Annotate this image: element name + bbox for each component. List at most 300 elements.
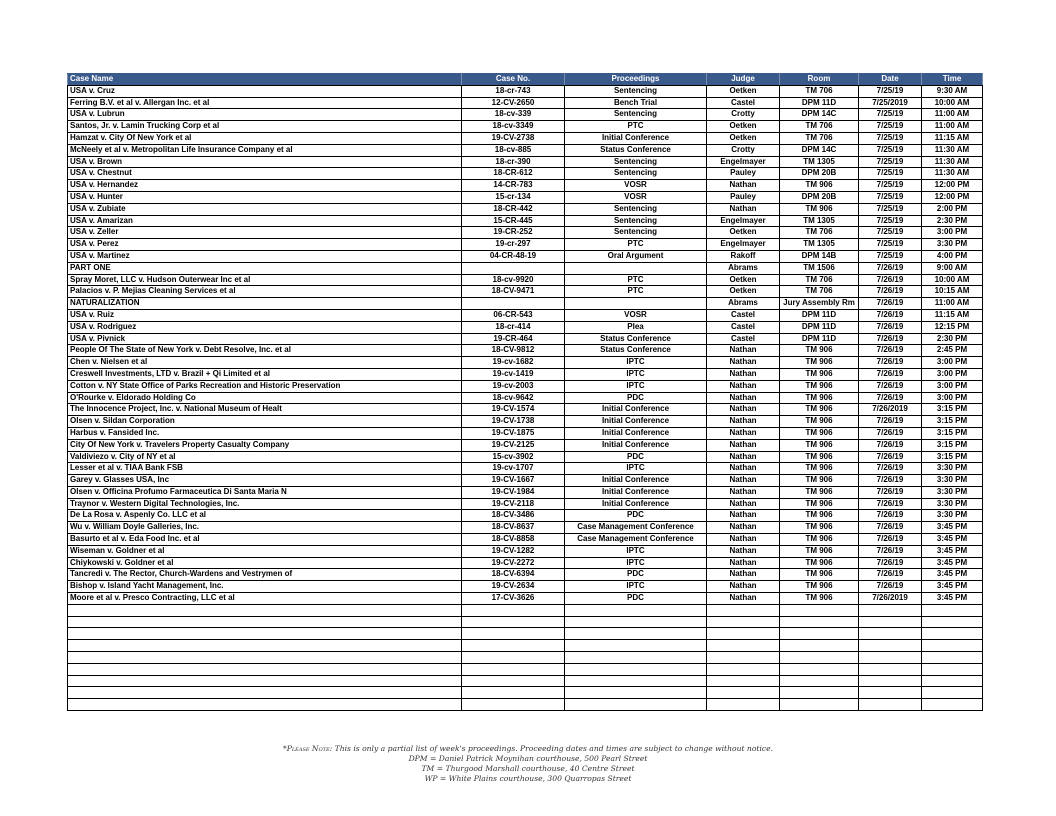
cell-time: 9:00 AM [922,262,983,274]
cell-proceedings: Initial Conference [565,475,707,487]
blank-cell [68,675,462,687]
cell-case-no [462,298,565,310]
blank-cell [68,687,462,699]
cell-date: 7/26/19 [859,545,922,557]
cell-case-name: The Innocence Project, Inc. v. National Museum of Healt [68,404,462,416]
cell-time: 3:45 PM [922,534,983,546]
blank-cell [462,616,565,628]
cell-case-no: 19-cv-1419 [462,368,565,380]
cell-date: 7/25/19 [859,121,922,133]
cell-date: 7/26/19 [859,451,922,463]
blank-cell [565,652,707,664]
cell-case-no: 14-CR-783 [462,180,565,192]
cell-case-name: Bishop v. Island Yacht Management, Inc. [68,581,462,593]
cell-time: 11:30 AM [922,168,983,180]
cell-room: TM 906 [780,463,859,475]
cell-room: TM 906 [780,404,859,416]
cell-date: 7/25/19 [859,191,922,203]
cell-room: TM 906 [780,534,859,546]
cell-case-name: Palacios v. P. Mejias Cleaning Services et al [68,286,462,298]
blank-cell [462,640,565,652]
cell-judge: Oetken [707,132,780,144]
cell-time: 3:15 PM [922,404,983,416]
cell-room: TM 906 [780,545,859,557]
table-row [68,250,983,262]
cell-case-no: 15-cr-134 [462,191,565,203]
blank-cell [462,699,565,711]
cell-case-no: 18-cr-414 [462,321,565,333]
cell-case-name: USA v. Amarizan [68,215,462,227]
blank-row [68,616,983,628]
cell-room: DPM 11D [780,97,859,109]
cell-time: 11:15 AM [922,132,983,144]
cell-case-no: 19-CR-252 [462,227,565,239]
blank-cell [707,652,780,664]
cell-case-name: Basurto et al v. Eda Food Inc. et al [68,534,462,546]
table-row [68,333,983,345]
cell-proceedings: VOSR [565,309,707,321]
blank-row [68,699,983,711]
cell-time: 3:30 PM [922,463,983,475]
cell-proceedings: Sentencing [565,168,707,180]
footnote-note [0,744,1056,754]
cell-judge: Nathan [707,392,780,404]
cell-proceedings: Sentencing [565,203,707,215]
cell-case-no: 18-cv-339 [462,109,565,121]
table-row [68,569,983,581]
header-case-no: Case No. [462,74,565,86]
cell-proceedings: Initial Conference [565,416,707,428]
cell-date: 7/26/19 [859,498,922,510]
cell-case-name: USA v. Ruiz [68,309,462,321]
cell-room: TM 906 [780,345,859,357]
cell-case-name: USA v. Pivnick [68,333,462,345]
table-row [68,534,983,546]
cell-proceedings: Sentencing [565,85,707,97]
cell-time: 2:30 PM [922,333,983,345]
table-row [68,180,983,192]
cell-room: TM 706 [780,227,859,239]
cell-case-name: Santos, Jr. v. Lamin Trucking Corp et al [68,121,462,133]
cell-date: 7/26/19 [859,309,922,321]
table-row [68,156,983,168]
cell-proceedings: Status Conference [565,345,707,357]
cell-time: 3:15 PM [922,451,983,463]
cell-case-name: Creswell Investments, LTD v. Brazil + Qi Limited et al [68,368,462,380]
table-row [68,85,983,97]
table-row [68,463,983,475]
blank-cell [68,628,462,640]
blank-row [68,604,983,616]
blank-cell [859,628,922,640]
cell-case-no: 18-CR-442 [462,203,565,215]
cell-time: 12:00 PM [922,180,983,192]
cell-case-no: 18-CV-8637 [462,522,565,534]
cell-room: TM 906 [780,357,859,369]
cell-date: 7/26/19 [859,345,922,357]
blank-cell [780,699,859,711]
cell-judge: Nathan [707,451,780,463]
cell-room: TM 906 [780,427,859,439]
table-row [68,475,983,487]
cell-room: TM 906 [780,416,859,428]
cell-room: TM 906 [780,380,859,392]
cell-case-no: 19-CV-1282 [462,545,565,557]
header-row [68,74,983,86]
table-row [68,510,983,522]
cell-proceedings: Initial Conference [565,427,707,439]
blank-cell [922,628,983,640]
cell-case-no: 19-CV-2272 [462,557,565,569]
footnote-note-label: *Please Note: [282,744,333,753]
table-row [68,404,983,416]
footnote [0,744,1056,784]
cell-room: DPM 14B [780,250,859,262]
cell-room: DPM 20B [780,168,859,180]
cell-time: 4:00 PM [922,250,983,262]
cell-room: TM 906 [780,593,859,605]
cell-proceedings: PTC [565,239,707,251]
cell-case-no: 18-CV-9471 [462,286,565,298]
table-row [68,522,983,534]
cell-time: 3:45 PM [922,522,983,534]
blank-cell [859,687,922,699]
table-row [68,132,983,144]
cell-case-no [462,262,565,274]
cell-proceedings: Plea [565,321,707,333]
cell-case-name: USA v. Rodriguez [68,321,462,333]
cell-proceedings: Bench Trial [565,97,707,109]
blank-cell [922,675,983,687]
cell-case-name: USA v. Martinez [68,250,462,262]
cell-judge: Nathan [707,357,780,369]
header-time: Time [922,74,983,86]
cell-room: TM 906 [780,392,859,404]
cell-proceedings: Sentencing [565,227,707,239]
header-case-name: Case Name [68,74,462,86]
cell-room: TM 906 [780,180,859,192]
table-row [68,427,983,439]
blank-cell [462,675,565,687]
cell-proceedings: PTC [565,286,707,298]
cell-date: 7/26/19 [859,557,922,569]
cell-case-no: 17-CV-3626 [462,593,565,605]
blank-cell [68,699,462,711]
blank-cell [922,616,983,628]
cell-case-no: 19-CV-2118 [462,498,565,510]
cell-case-no: 18-cr-390 [462,156,565,168]
table-row [68,121,983,133]
cell-case-name: Traynor v. Western Digital Technologies, Inc. [68,498,462,510]
cell-case-name: USA v. Hunter [68,191,462,203]
cell-case-name: NATURALIZATION [68,298,462,310]
blank-cell [707,628,780,640]
cell-room: Jury Assembly Rm [780,298,859,310]
table-row [68,286,983,298]
cell-case-name: USA v. Lubrun [68,109,462,121]
cell-judge: Nathan [707,427,780,439]
cell-room: TM 706 [780,274,859,286]
cell-time: 3:45 PM [922,581,983,593]
blank-cell [707,616,780,628]
cell-time: 3:15 PM [922,416,983,428]
blank-cell [859,675,922,687]
cell-time: 11:00 AM [922,121,983,133]
cell-date: 7/26/19 [859,357,922,369]
cell-date: 7/25/19 [859,250,922,262]
blank-cell [780,628,859,640]
table-row [68,498,983,510]
blank-cell [462,652,565,664]
blank-cell [68,616,462,628]
blank-cell [780,652,859,664]
table-row [68,109,983,121]
blank-row [68,628,983,640]
cell-case-name: Moore et al v. Presco Contracting, LLC et al [68,593,462,605]
cell-date: 7/26/19 [859,321,922,333]
cell-room: TM 906 [780,510,859,522]
cell-judge: Crotty [707,144,780,156]
cell-proceedings: PTC [565,121,707,133]
cell-time: 3:30 PM [922,510,983,522]
blank-row [68,687,983,699]
cell-date: 7/26/19 [859,486,922,498]
cell-date: 7/26/19 [859,581,922,593]
table-row [68,97,983,109]
cell-case-name: Garey v. Glasses USA, Inc [68,475,462,487]
cell-case-no: 18-CR-612 [462,168,565,180]
cell-judge: Engelmayer [707,239,780,251]
cell-room: TM 906 [780,498,859,510]
cell-proceedings: Sentencing [565,215,707,227]
footnote-tm: TM = Thurgood Marshall courthouse, 40 Centre Street [421,764,635,773]
cell-room: TM 906 [780,569,859,581]
cell-case-no: 12-CV-2650 [462,97,565,109]
cell-time: 11:00 AM [922,109,983,121]
blank-cell [859,663,922,675]
cell-proceedings: PDC [565,569,707,581]
cell-proceedings [565,298,707,310]
cell-proceedings: VOSR [565,191,707,203]
cell-case-name: Cotton v. NY State Office of Parks Recreation and Historic Preservation [68,380,462,392]
cell-proceedings: IPTC [565,368,707,380]
blank-cell [707,687,780,699]
cell-time: 3:45 PM [922,545,983,557]
cell-case-name: Olsen v. Officina Profumo Farmaceutica Di Santa Maria N [68,486,462,498]
table-row [68,486,983,498]
table-row [68,416,983,428]
cell-time: 2:30 PM [922,215,983,227]
cell-time: 3:45 PM [922,569,983,581]
blank-cell [565,604,707,616]
cell-time: 12:00 PM [922,191,983,203]
blank-cell [707,663,780,675]
cell-time: 3:00 PM [922,368,983,380]
cell-case-no: 18-CV-8858 [462,534,565,546]
cell-room: TM 706 [780,121,859,133]
cell-case-no: 18-cv-3349 [462,121,565,133]
cell-date: 7/25/19 [859,239,922,251]
cell-proceedings: Case Management Conference [565,522,707,534]
cell-judge: Nathan [707,557,780,569]
cell-time: 11:00 AM [922,298,983,310]
cell-case-no: 19-cv-1707 [462,463,565,475]
cell-proceedings: IPTC [565,380,707,392]
cell-case-name: Olsen v. Sildan Corporation [68,416,462,428]
blank-cell [68,663,462,675]
cell-date: 7/26/19 [859,416,922,428]
cell-proceedings: Oral Argument [565,250,707,262]
cell-judge: Nathan [707,593,780,605]
header-date: Date [859,74,922,86]
blank-cell [565,687,707,699]
cell-date: 7/26/19 [859,439,922,451]
blank-cell [859,699,922,711]
blank-cell [68,604,462,616]
cell-date: 7/25/19 [859,132,922,144]
blank-row [68,640,983,652]
cell-proceedings: PDC [565,451,707,463]
cell-judge: Oetken [707,121,780,133]
blank-cell [68,640,462,652]
blank-cell [462,663,565,675]
cell-case-no: 15-cv-3902 [462,451,565,463]
cell-time: 2:00 PM [922,203,983,215]
blank-cell [922,699,983,711]
cell-time: 10:00 AM [922,274,983,286]
footnote-wp: WP = White Plains courthouse, 300 Quarropas Street [424,774,632,783]
cell-case-no: 19-CV-1667 [462,475,565,487]
cell-proceedings: Sentencing [565,156,707,168]
blank-cell [462,604,565,616]
schedule-table [67,73,983,711]
cell-date: 7/26/19 [859,534,922,546]
cell-case-name: Chen v. Nielsen et al [68,357,462,369]
blank-cell [462,687,565,699]
table-row [68,357,983,369]
cell-proceedings: IPTC [565,463,707,475]
cell-time: 12:15 PM [922,321,983,333]
cell-case-no: 04-CR-48-19 [462,250,565,262]
cell-case-no: 19-CV-1738 [462,416,565,428]
table-row [68,451,983,463]
cell-case-no: 19-cv-2003 [462,380,565,392]
cell-date: 7/26/19 [859,392,922,404]
blank-row [68,675,983,687]
cell-case-no: 06-CR-543 [462,309,565,321]
cell-room: TM 706 [780,286,859,298]
cell-judge: Oetken [707,85,780,97]
cell-judge: Nathan [707,203,780,215]
cell-proceedings: VOSR [565,180,707,192]
footnote-note-text: This is only a partial list of week's proceedings. Proceeding dates and times are subject to change without notice. [332,744,774,753]
cell-judge: Rakoff [707,250,780,262]
cell-case-name: Hamzat v. City Of New York et al [68,132,462,144]
cell-case-name: USA v. Brown [68,156,462,168]
table-row [68,392,983,404]
cell-judge: Nathan [707,581,780,593]
cell-date: 7/25/19 [859,203,922,215]
cell-date: 7/25/2019 [859,97,922,109]
cell-judge: Nathan [707,486,780,498]
cell-case-name: Wu v. William Doyle Galleries, Inc. [68,522,462,534]
cell-date: 7/26/19 [859,333,922,345]
blank-cell [922,640,983,652]
cell-date: 7/25/19 [859,215,922,227]
cell-case-no: 19-CV-1574 [462,404,565,416]
cell-proceedings: IPTC [565,357,707,369]
cell-case-no: 18-cr-743 [462,85,565,97]
cell-case-name: Chiykowski v. Goldner et al [68,557,462,569]
cell-proceedings: IPTC [565,581,707,593]
cell-case-no: 18-cv-9642 [462,392,565,404]
cell-judge: Abrams [707,298,780,310]
cell-date: 7/26/19 [859,463,922,475]
cell-case-name: USA v. Chestnut [68,168,462,180]
cell-proceedings: Initial Conference [565,486,707,498]
cell-room: TM 906 [780,557,859,569]
blank-cell [565,640,707,652]
cell-time: 10:15 AM [922,286,983,298]
cell-judge: Castel [707,309,780,321]
cell-judge: Nathan [707,345,780,357]
cell-case-no: 18-cv-885 [462,144,565,156]
cell-judge: Nathan [707,416,780,428]
cell-proceedings: PDC [565,593,707,605]
cell-room: TM 906 [780,203,859,215]
cell-time: 2:45 PM [922,345,983,357]
cell-time: 11:15 AM [922,309,983,321]
cell-room: TM 1305 [780,156,859,168]
cell-judge: Oetken [707,286,780,298]
table-row [68,144,983,156]
cell-case-name: Harbus v. Fansided Inc. [68,427,462,439]
cell-room: TM 906 [780,486,859,498]
cell-proceedings: Initial Conference [565,439,707,451]
cell-case-name: USA v. Zeller [68,227,462,239]
blank-cell [859,616,922,628]
cell-case-no: 18-CV-3486 [462,510,565,522]
cell-time: 3:00 PM [922,227,983,239]
blank-cell [68,652,462,664]
table-row [68,203,983,215]
cell-date: 7/25/19 [859,109,922,121]
cell-case-no: 19-cv-1682 [462,357,565,369]
cell-time: 10:00 AM [922,97,983,109]
cell-date: 7/25/19 [859,168,922,180]
table-row [68,545,983,557]
cell-case-name: Lesser et al v. TIAA Bank FSB [68,463,462,475]
cell-case-name: Wiseman v. Goldner et al [68,545,462,557]
blank-cell [922,604,983,616]
blank-cell [780,675,859,687]
cell-case-no: 18-CV-9812 [462,345,565,357]
cell-date: 7/26/2019 [859,593,922,605]
blank-cell [565,663,707,675]
table-row [68,168,983,180]
cell-room: TM 706 [780,85,859,97]
blank-cell [462,628,565,640]
cell-judge: Nathan [707,475,780,487]
cell-case-name: PART ONE [68,262,462,274]
cell-judge: Nathan [707,522,780,534]
cell-case-no: 19-CV-2125 [462,439,565,451]
cell-time: 3:00 PM [922,357,983,369]
cell-judge: Oetken [707,274,780,286]
blank-cell [707,604,780,616]
cell-judge: Nathan [707,368,780,380]
cell-case-name: Valdiviezo v. City of NY et al [68,451,462,463]
